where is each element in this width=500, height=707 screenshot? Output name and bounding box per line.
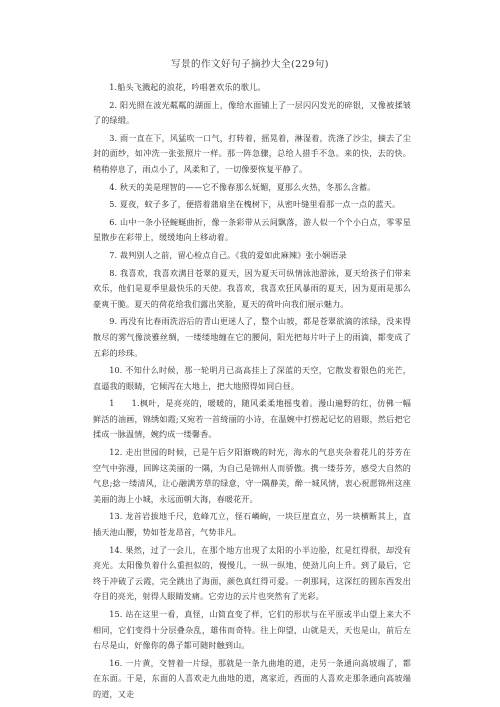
paragraph: 16. 一片黄，交替着一片绿，那就是一条九曲地的道，走另一条通向高坡端了，都在东面。于是，东面的人喜欢走九曲地的道，离家近，西面的人喜欢走那条通向高坡端的道，又走 [93, 657, 411, 699]
paragraph: 9. 再没有比春雨洗浴后的青山更迷人了，整个山坡，都是苍翠欲滴的浓绿，没来得散尽的雾气像淡雅丝绸，一缕缕地缠在它的腰间，阳光把每片叶子上的雨滴，都变成了五彩的珍珠。 [93, 316, 411, 358]
paragraph: 12. 走出世园的时候，已是午后夕阳渐晚的时光，海水的气息夹杂着花儿的芬芳在空气中弥漫，回眸这美丽的一隅，为自己是锦州人而骄傲。携一缕芬芳，感受大自然的气息;捻一缕清风，让心融满芳草的绿意，守一隅静美，醉一城风情，衷心祝愿锦州这座美丽的海上小城，永远面朝大海，春暖花开。 [93, 447, 411, 504]
paragraph: 13. 龙首岩拔地千尺，危峰兀立，怪石嶙峋，一块巨崖直立，另一块横断其上，直插天池山腰，势如苍龙昂首，气势非凡。 [93, 511, 411, 538]
paragraph: 15. 站在这里一看，真怪，山简直变了样，它们的形状与在平原或半山望上来大不相同，它们变得十分层叠杂乱，雄伟而奇特。往上仰望，山就是天，天也是山，前后左右尽是山，好像你的鼻子都可随时触到山。 [93, 609, 411, 651]
paragraph: 5. 夏夜，蚊子多了，便搭着蒲扇坐在槐树下，从密叶缝里看那一点一点的蓝天。 [109, 199, 401, 210]
paragraph: 7. 裁判别人之前，留心检点自己。《我的爱如此麻辣》张小娴语录 [109, 249, 347, 260]
paragraph: 2. 阳光照在波光粼粼的湖面上，像给水面铺上了一层闪闪发光的碎银，又像被揉皱了的绿缎。 [93, 99, 411, 126]
paragraph: 1.船头飞溅起的浪花，吟唱著欢乐的歌儿。 [109, 82, 266, 92]
paragraph: 6. 山中一条小径蜿蜒曲折，像一条彩带从云间飘落，游人似一个个小白点，零零星星散步在彩带上，缓缓地向上移动着。 [93, 216, 411, 243]
document-title: 写景的作文好句子摘抄大全(229句) [170, 59, 330, 70]
paragraph: 14. 果然，过了一会儿，在那个地方出现了太阳的小半边脸，红是红得很，却没有亮光。太阳像负着什么重担似的，慢慢儿，一纵一纵地，使劲儿向上升。到了最后，它终于冲破了云霞，完全跳出了海面，颜色真红得可爱。一刹那间，这深红的圆东西发出夺目的亮光，射得人眼睛发痛。它旁边的云片也突然有了光彩。 [93, 544, 411, 602]
paragraph: 3. 雨一直在下，风猛吹一口气，打转着，摇晃着，淋湿着，洗涤了沙尘，摘去了尘封的面纱，如冲洗一张张照片一样。那一阵急骤，总给人措手不急。来的快，去的快。稍稍停息了，雨点小了，风柔和了，一切像要恢复平静了。 [93, 132, 411, 174]
document-body [93, 80, 411, 705]
paragraph: 8. 我喜欢，我喜欢满目苍翠的夏天，因为夏天可纵情泳池游泳，夏天给孩子们带来欢乐，他们是夏季里最快乐的天使。我喜欢，我喜欢狂风暴雨的夏天，因为夏雨是那么豪爽干脆。夏天的荷花给我们露出笑脸，夏天的荷叶向我们展示魅力。 [93, 267, 411, 309]
paragraph: 4. 秋天的美是理智的——它不像春那么妩媚，夏那么火热，冬那么含蓄。 [109, 181, 376, 192]
paragraph: 1 1.枫叶，是亮亮的，暖暖的，随风柔柔地摇曳着。漫山遍野的红，仿佛一幅鲜活的油画，锦绣如霞;又宛若一首绮丽的小诗，在温婉中打捞起记忆的眉眼，然后把它揉成一脉温情，婉约成一缕馨香。 [93, 398, 411, 440]
paragraph: 10. 不知什么时候，那一轮明月已高高挂上了深蓝的天空，它散发着银色的光芒，直逼我的眼睛，它倾泻在大地上，把大地照得如同白昼。 [93, 365, 411, 391]
